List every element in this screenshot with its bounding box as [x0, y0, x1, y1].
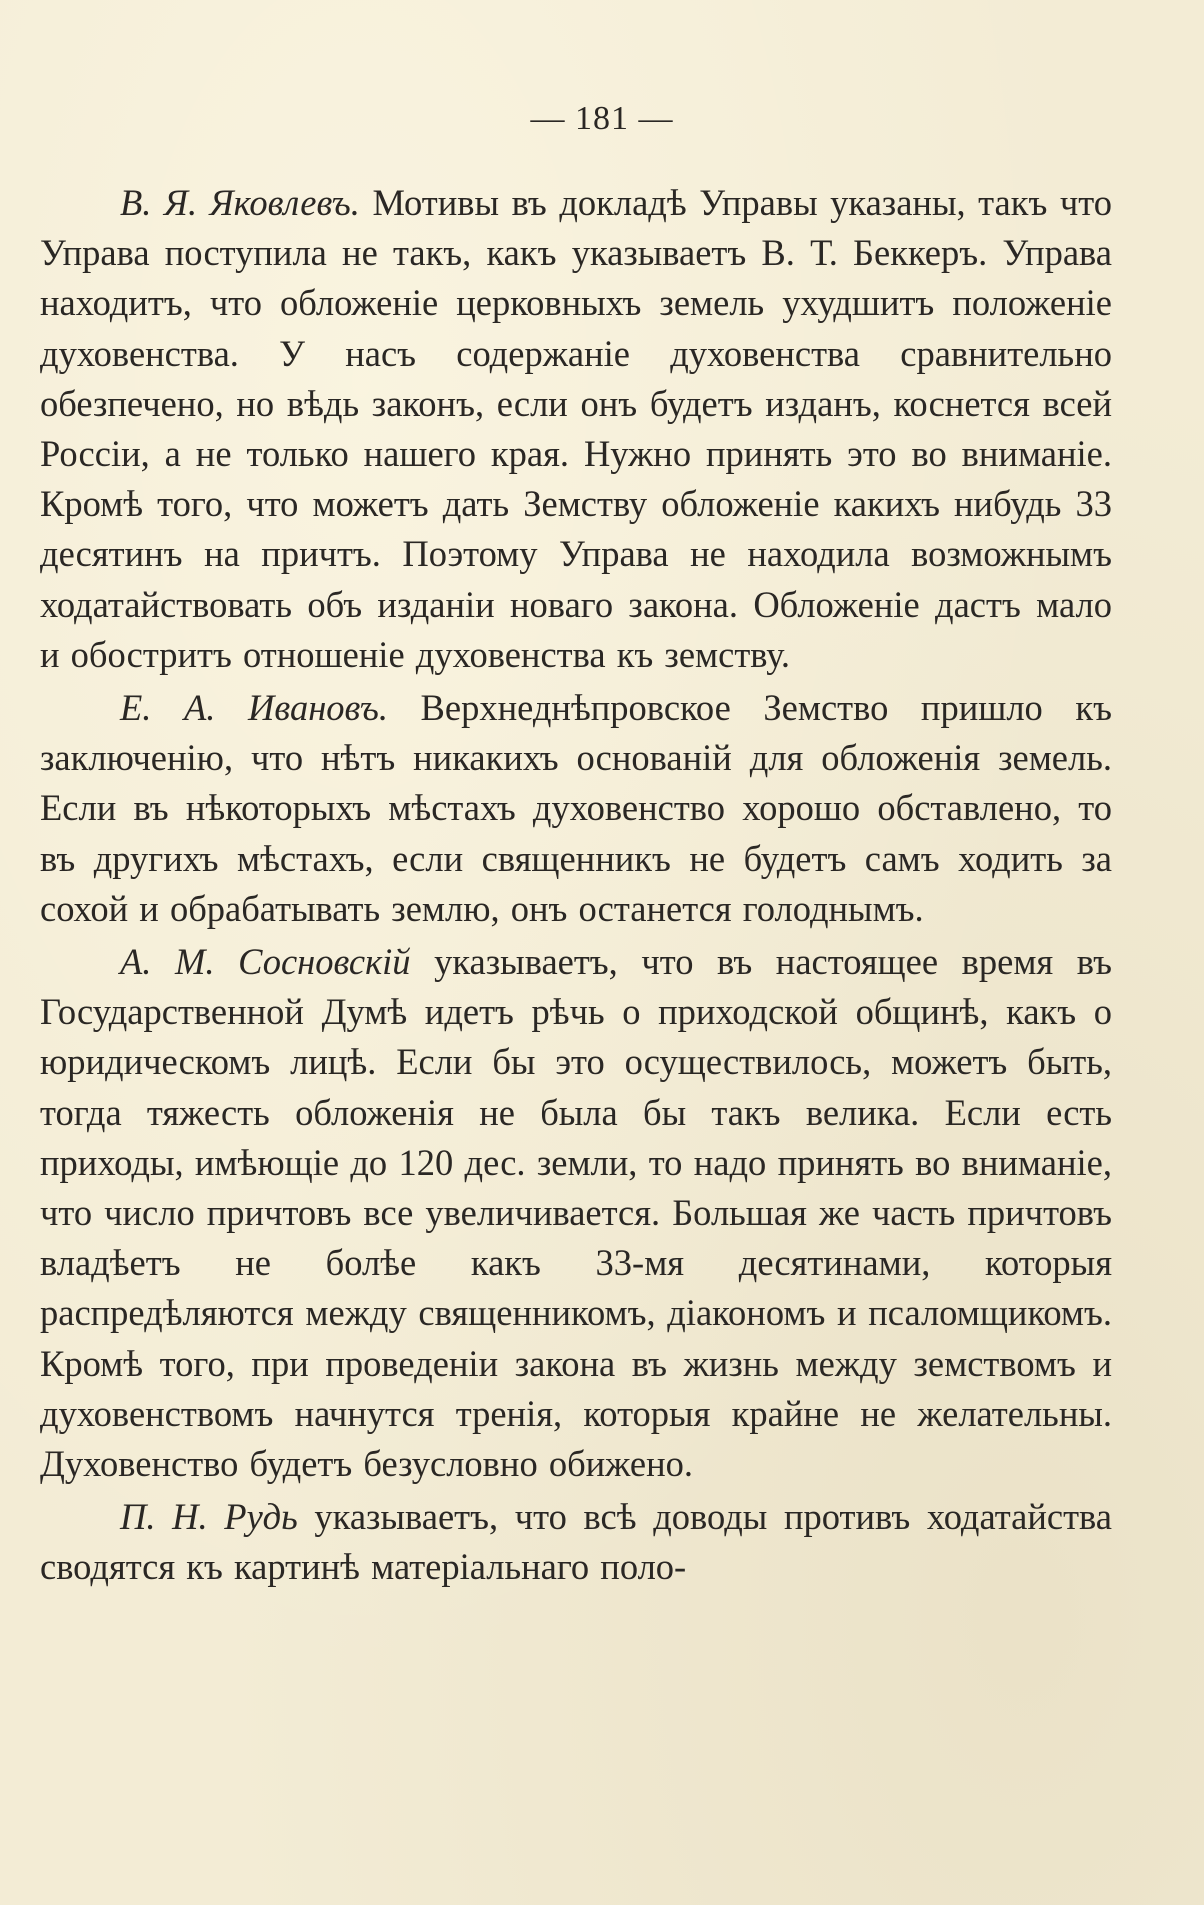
paragraph-text: Мотивы въ докладѣ Управы указаны, такъ что Управа поступила не такъ, какъ указываетъ В. Т. Беккеръ. Управа находитъ, что обложенiе церковныхъ земель ухудшитъ положенiе духовенства. У насъ содержанiе духовенства сравнительно обезпечено, но вѣдь законъ, если онъ будетъ изданъ, коснется всей Россiи, а не только нашего края. Нужно принять это во вниманiе. Кромѣ того, что можетъ дать Земству обложенiе какихъ нибудь 33 десятинъ на причтъ. Поэтому Управа не находила возможнымъ ходатайствовать объ изданiи новаго закона. Обложенiе дастъ мало и обостритъ отношенiе духовенства къ земству. — [40, 182, 1113, 675]
speaker-name: Е. А. Ивановъ. — [120, 687, 388, 729]
page-number: — 181 — — [530, 100, 674, 137]
paragraph-text: указываетъ, что въ настоящее время въ Государственной Думѣ идетъ рѣчь о приходской общинѣ, какъ о юридическомъ лицѣ. Если бы это осуществилось, можетъ быть, тогда тяжесть обложенiя не была бы такъ велика. Если есть приходы, имѣющiе до 120 дес. земли, то надо принять во вниманiе, что число причтовъ все увеличивается. Большая же часть причтовъ владѣетъ не болѣе какъ 33-мя десятинами, которыя распредѣляются между священникомъ, дiакономъ и псаломщикомъ. Кромѣ того, при проведенiи закона въ жизнь между земствомъ и духовенствомъ начнутся тренiя, которыя крайне не желательны. Духовенство будетъ безусловно обижено. — [40, 941, 1112, 1485]
paragraph-text: Верхнеднѣпровское Земство пришло къ заключенiю, что нѣтъ никакихъ основанiй для обложенiя земель. Если въ нѣкоторыхъ мѣстахъ духовенство хорошо обставлено, то въ другихъ мѣстахъ, если священникъ не будетъ самъ ходить за сохой и обрабатывать землю, онъ останется голоднымъ. — [40, 687, 1112, 929]
paragraph-ivanov — [40, 683, 1112, 934]
speaker-name: П. Н. Рудь — [120, 1496, 298, 1538]
paragraph-text: указываетъ, что всѣ доводы противъ ходатайства сводятся къ картинѣ матерiальнаго поло- — [40, 1496, 1112, 1588]
speaker-name: А. М. Сосновскiй — [120, 941, 411, 983]
body-text — [40, 178, 1112, 1596]
paragraph-yakovlev — [40, 178, 1112, 680]
speaker-name: В. Я. Яковлевъ. — [120, 182, 360, 223]
paragraph-sosnovsky — [40, 937, 1112, 1489]
paragraph-rud — [40, 1492, 1112, 1592]
